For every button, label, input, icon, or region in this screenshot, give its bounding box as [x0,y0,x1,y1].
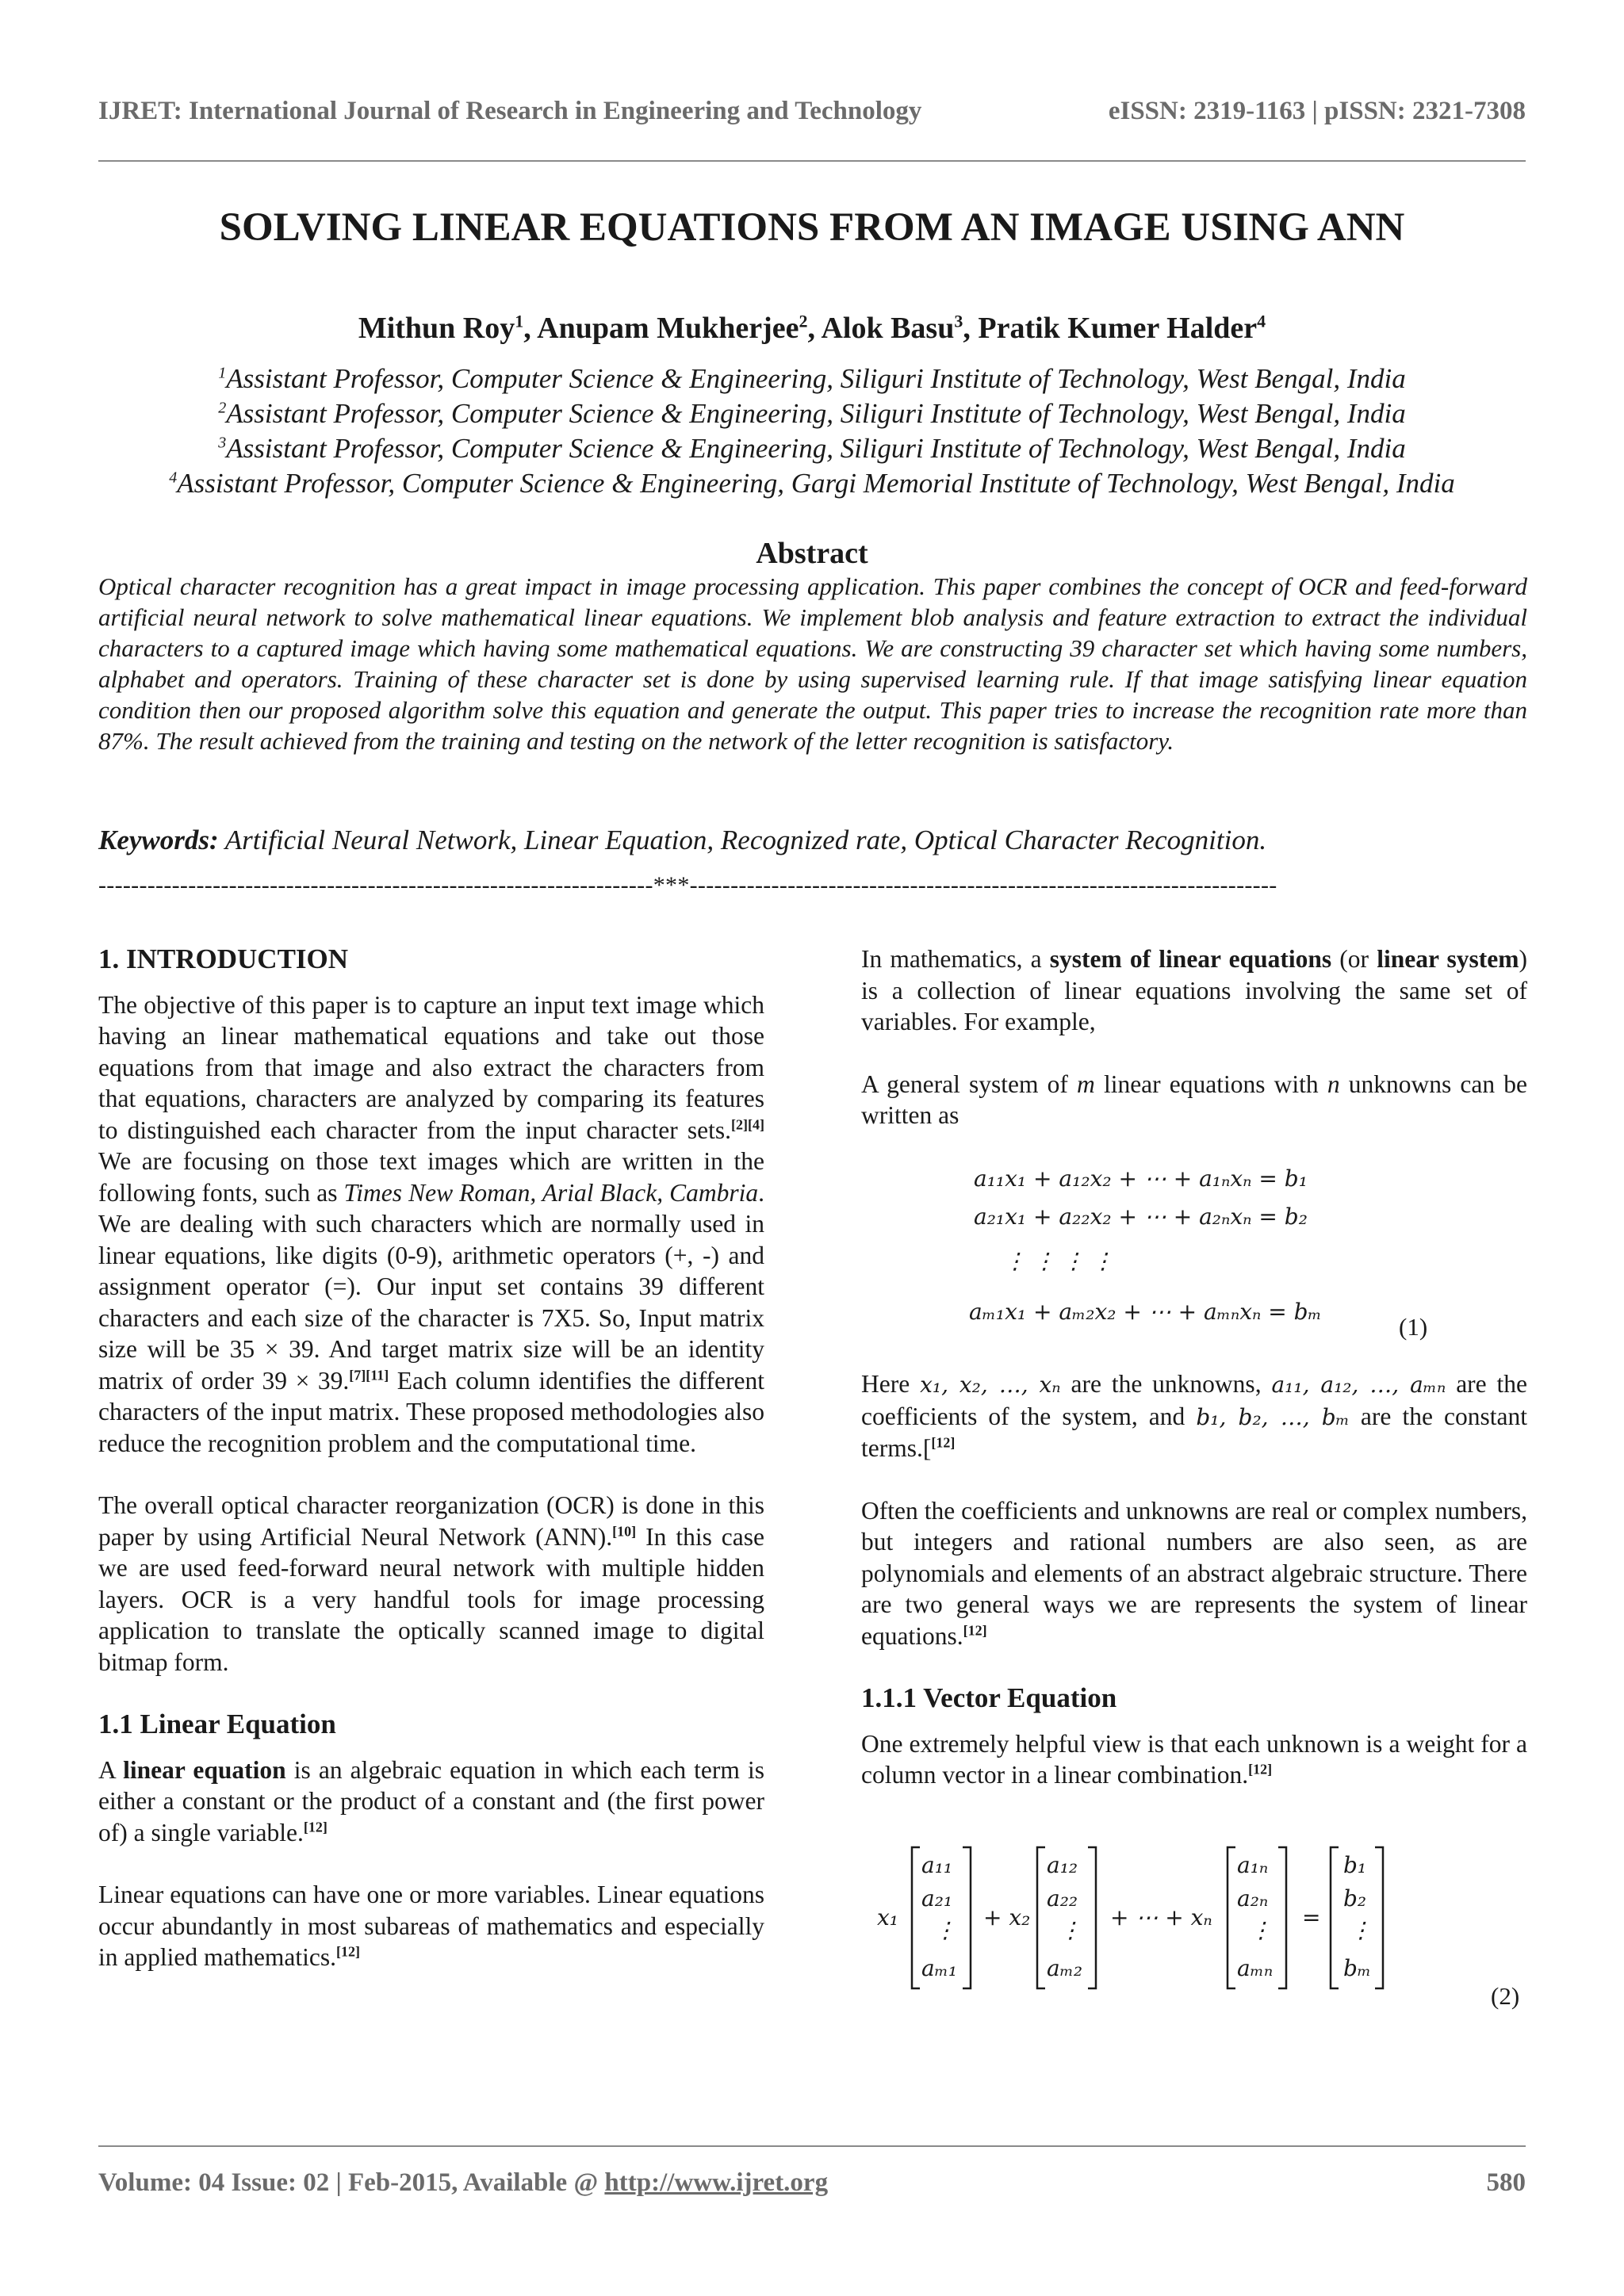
col3-row-m: aₘₙ [1237,1955,1274,1981]
paper-title: SOLVING LINEAR EQUATIONS FROM AN IMAGE USING ANN [219,205,1405,250]
left-column [98,943,764,2004]
author-sup: 2 [799,311,808,331]
footer-volume-text: Volume: 04 Issue: 02 | Feb-2015, Available @ [98,2168,605,2197]
col1-row1: a₁₁ [921,1852,953,1878]
text-run: ) is a collection of linear equations involving the same set of variables. For example, [861,945,1528,1035]
bracket-right-col2 [1088,1847,1096,1988]
author-sup: 3 [954,311,963,331]
font-list: Times New Roman, Arial Black, Cambria [343,1178,759,1207]
term-linear-equation: linear equation [123,1755,286,1784]
vector-x1: x₁ [877,1904,899,1931]
author-name: Anupam Mukherjee [537,312,799,345]
equation-1-row-1: a₁₁x₁ + a₁₂x₂ + ⋯ + a₁ₙxₙ = b₁ [974,1165,1308,1192]
introduction-heading: 1. INTRODUCTION [98,943,349,974]
equation-1-number: (1) [1399,1313,1428,1341]
author-sup: 4 [1257,311,1266,331]
affiliation-1 [0,363,1624,395]
citation: [12] [303,1819,327,1835]
author-name: Alok Basu [821,312,955,345]
text-run: is an algebraic equation in which each term is either a constant or the product of a constant and (the first power of) a single variable. [98,1755,764,1846]
text-run: Often the coefficients and unknowns are real or complex numbers, but integers and rational numbers are also seen, as are polynomials and elements of an abstract algebraic structure. There are two general ways we are represents the system of linear equations. [861,1496,1527,1650]
general-system-paragraph [861,1069,1527,1131]
bracket-left-col1 [912,1847,920,1988]
text-run: linear equations with [1094,1070,1327,1098]
affiliation-sup: 1 [218,364,227,382]
col2-vdots: ⋮ [1059,1917,1082,1943]
page-number: 580 [1486,2168,1526,2197]
text-run: . We are dealing with such characters which are normally used in linear equations, like digits (0-9), arithmetic operators (+, -) and assignment operator (=). Our input set contains 39 different characters and each size of the character is 7X5. So, Input matrix size will be 35 × 39. And target matrix size will be an identity matrix of order 39 × 39. [98,1178,765,1395]
vector-equation-paragraph [861,1728,1527,1791]
journal-header: IJRET: International Journal of Research in Engineering and Technology [98,97,922,125]
affiliation-text: Assistant Professor, Computer Science & Engineering, Siliguri Institute of Technology, West Bengal, India [226,398,1406,429]
keywords [98,825,1527,856]
constants-list: b₁, b₂, …, bₘ [1196,1403,1350,1430]
col2-row2: a₂₂ [1047,1885,1078,1911]
affiliation-sup: 2 [218,399,227,417]
var-m: m [1077,1070,1095,1098]
keywords-text: Artificial Neural Network, Linear Equation, Recognized rate, Optical Character Recognition. [224,825,1267,855]
abstract-heading: Abstract [756,537,868,570]
citation: [12] [336,1943,361,1960]
unknowns-paragraph [861,1368,1527,1464]
citation: [12] [1248,1761,1273,1777]
text-run: unknowns can be written as [861,1070,1528,1129]
text-run: A general system of [861,1070,1078,1098]
journal-link[interactable]: http://www.ijret.org [604,2168,829,2197]
term-linear-system: linear system [1377,945,1519,973]
affiliation-2 [0,398,1624,430]
col3-row1: a₁ₙ [1237,1852,1269,1878]
coefficients-list: a₁₁, a₁₂, …, aₘₙ [1271,1372,1446,1398]
citation: [7][11] [349,1367,389,1383]
linear-equation-paragraph-1 [98,1755,764,1849]
col1-vdots: ⋮ [934,1917,956,1943]
author-name: Pratik Kumer Halder [978,312,1258,345]
issn-header: eISSN: 2319-1163 | pISSN: 2321-7308 [1108,97,1526,125]
text-run: Each column identifies the different characters of the input matrix. These proposed methodologies also reduce the recognition problem and the computational time. [98,1366,764,1457]
linear-system-paragraph [861,943,1527,1038]
linear-equation-heading: 1.1 Linear Equation [98,1709,336,1739]
footer-rule [98,2145,1526,2147]
text-run: are the coefficients of the system, and [861,1370,1528,1430]
col1-row-m: aₘ₁ [921,1955,958,1981]
text-run: Linear equations can have one or more variables. Linear equations occur abundantly in most subareas of mathematics and especially in applied mathematics. [98,1881,764,1971]
bracket-right-col4 [1375,1847,1383,1988]
col3-row2: a₂ₙ [1237,1885,1269,1911]
term-system: system of linear equations [1049,945,1332,973]
affiliation-3 [0,433,1624,465]
col2-row-m: aₘ₂ [1047,1955,1083,1981]
footer-volume [98,2168,828,2198]
author-list: Mithun Roy$^1$, Anupam Mukherjee$^2$, Alok Basu$^3$, Pratik Kumer Halder$^4$ [358,311,1266,345]
bracket-left-col2 [1037,1847,1045,1988]
bracket-left-col4 [1331,1847,1339,1988]
affiliation-text: Assistant Professor, Computer Science & Engineering, Gargi Memorial Institute of Technology, West Bengal, India [177,468,1455,499]
col4-row1: b₁ [1343,1852,1367,1878]
header-rule [98,160,1526,162]
col3-vdots: ⋮ [1250,1917,1272,1943]
text-run: (or [1331,945,1377,973]
author-name: Mithun Roy [358,312,515,345]
text-run: In this case we are used feed-forward neural network with multiple hidden layers. OCR is a very handful tools for image processing application to translate the optically scanned image to digital bitmap form. [98,1522,764,1676]
text-run: In mathematics, a [861,945,1050,973]
bracket-right-col1 [963,1847,971,1988]
coefficients-paragraph [861,1495,1527,1652]
right-column-top [861,943,1527,1162]
author-sup: 1 [515,311,524,331]
text-run: The overall optical character reorganization (OCR) is done in this paper by using Artificial Neural Network (ANN). [98,1491,764,1551]
citation: [12] [931,1434,956,1451]
affiliation-text: Assistant Professor, Computer Science & Engineering, Siliguri Institute of Technology, West Bengal, India [226,363,1406,394]
unknowns-list: x₁, x₂, …, xₙ [920,1372,1061,1398]
text-run: A [98,1755,124,1784]
equation-1-row-dots: ⋮ ⋮ ⋮ ⋮ [1004,1248,1114,1274]
intro-paragraph-2 [98,1490,764,1678]
equation-1-row-2: a₂₁x₁ + a₂₂x₂ + ⋯ + a₂ₙxₙ = b₂ [974,1203,1308,1230]
vector-plus-dots-xn: + ⋯ + xₙ [1110,1904,1212,1931]
col4-row2: b₂ [1343,1885,1367,1911]
section-separator: --------------------------------------------------------------------***------------------------------------------------------------------------ [98,872,1277,898]
text-run: The objective of this paper is to capture an input text image which having an linear mathematical equations and take out those equations from that image and also extract the characters from that equations, characters are analyzed by comparing its features to distinguished each character from the input character sets. [98,990,764,1144]
affiliation-sup: 3 [218,434,227,452]
col1-row2: a₂₁ [921,1885,953,1911]
col4-vdots: ⋮ [1350,1917,1372,1943]
citation: [12] [963,1622,987,1638]
affiliation-4 [0,468,1624,499]
intro-paragraph-1 [98,989,764,1460]
text-run: One extremely helpful view is that each unknown is a weight for a column vector in a linear combination. [861,1729,1527,1789]
text-run: We are focusing on those text images which are written in the following fonts, such as [98,1147,764,1207]
bracket-left-col3 [1228,1847,1235,1988]
text-run: are the constant terms.[ [861,1402,1527,1462]
citation: [2][4] [731,1116,764,1132]
affiliation-sup: 4 [169,469,178,487]
vector-plus-x2: + x₂ [983,1904,1031,1931]
vector-equation-heading: 1.1.1 Vector Equation [861,1682,1117,1713]
col4-row-m: bₘ [1343,1955,1372,1981]
equation-1-row-m: aₘ₁x₁ + aₘ₂x₂ + ⋯ + aₘₙxₙ = bₘ [969,1299,1322,1325]
var-n: n [1327,1070,1340,1098]
vector-equals: = [1302,1904,1321,1931]
right-column-bottom [861,1368,1527,1822]
keywords-label: Keywords: [98,825,219,855]
affiliation-text: Assistant Professor, Computer Science & Engineering, Siliguri Institute of Technology, West Bengal, India [226,433,1406,464]
bracket-right-col3 [1278,1847,1286,1988]
linear-equation-paragraph-2 [98,1879,764,1973]
text-run: Here [861,1370,921,1398]
equation-2-number: (2) [1491,1982,1520,2010]
col2-row1: a₁₂ [1047,1852,1078,1878]
citation: [10] [612,1523,637,1539]
abstract-body: Optical character recognition has a great impact in image processing application. This paper combines the concept of OCR and feed-forward artificial neural network to solve mathematical linear equations. We implement blob analysis and feature extraction to extract the individual characters to a captured image which having some mathematical equations. We are constructing 39 character set which having some numbers, alphabet and operators. Training of these character set is done by using supervised learning rule. If that image satisfying linear equation condition then our proposed algorithm solve this equation and generate the output. This paper tries to increase the recognition rate more than 87%. The result achieved from the training and testing on the network of the letter recognition is satisfactory. [98,572,1527,755]
text-run: are the unknowns, [1060,1370,1272,1398]
